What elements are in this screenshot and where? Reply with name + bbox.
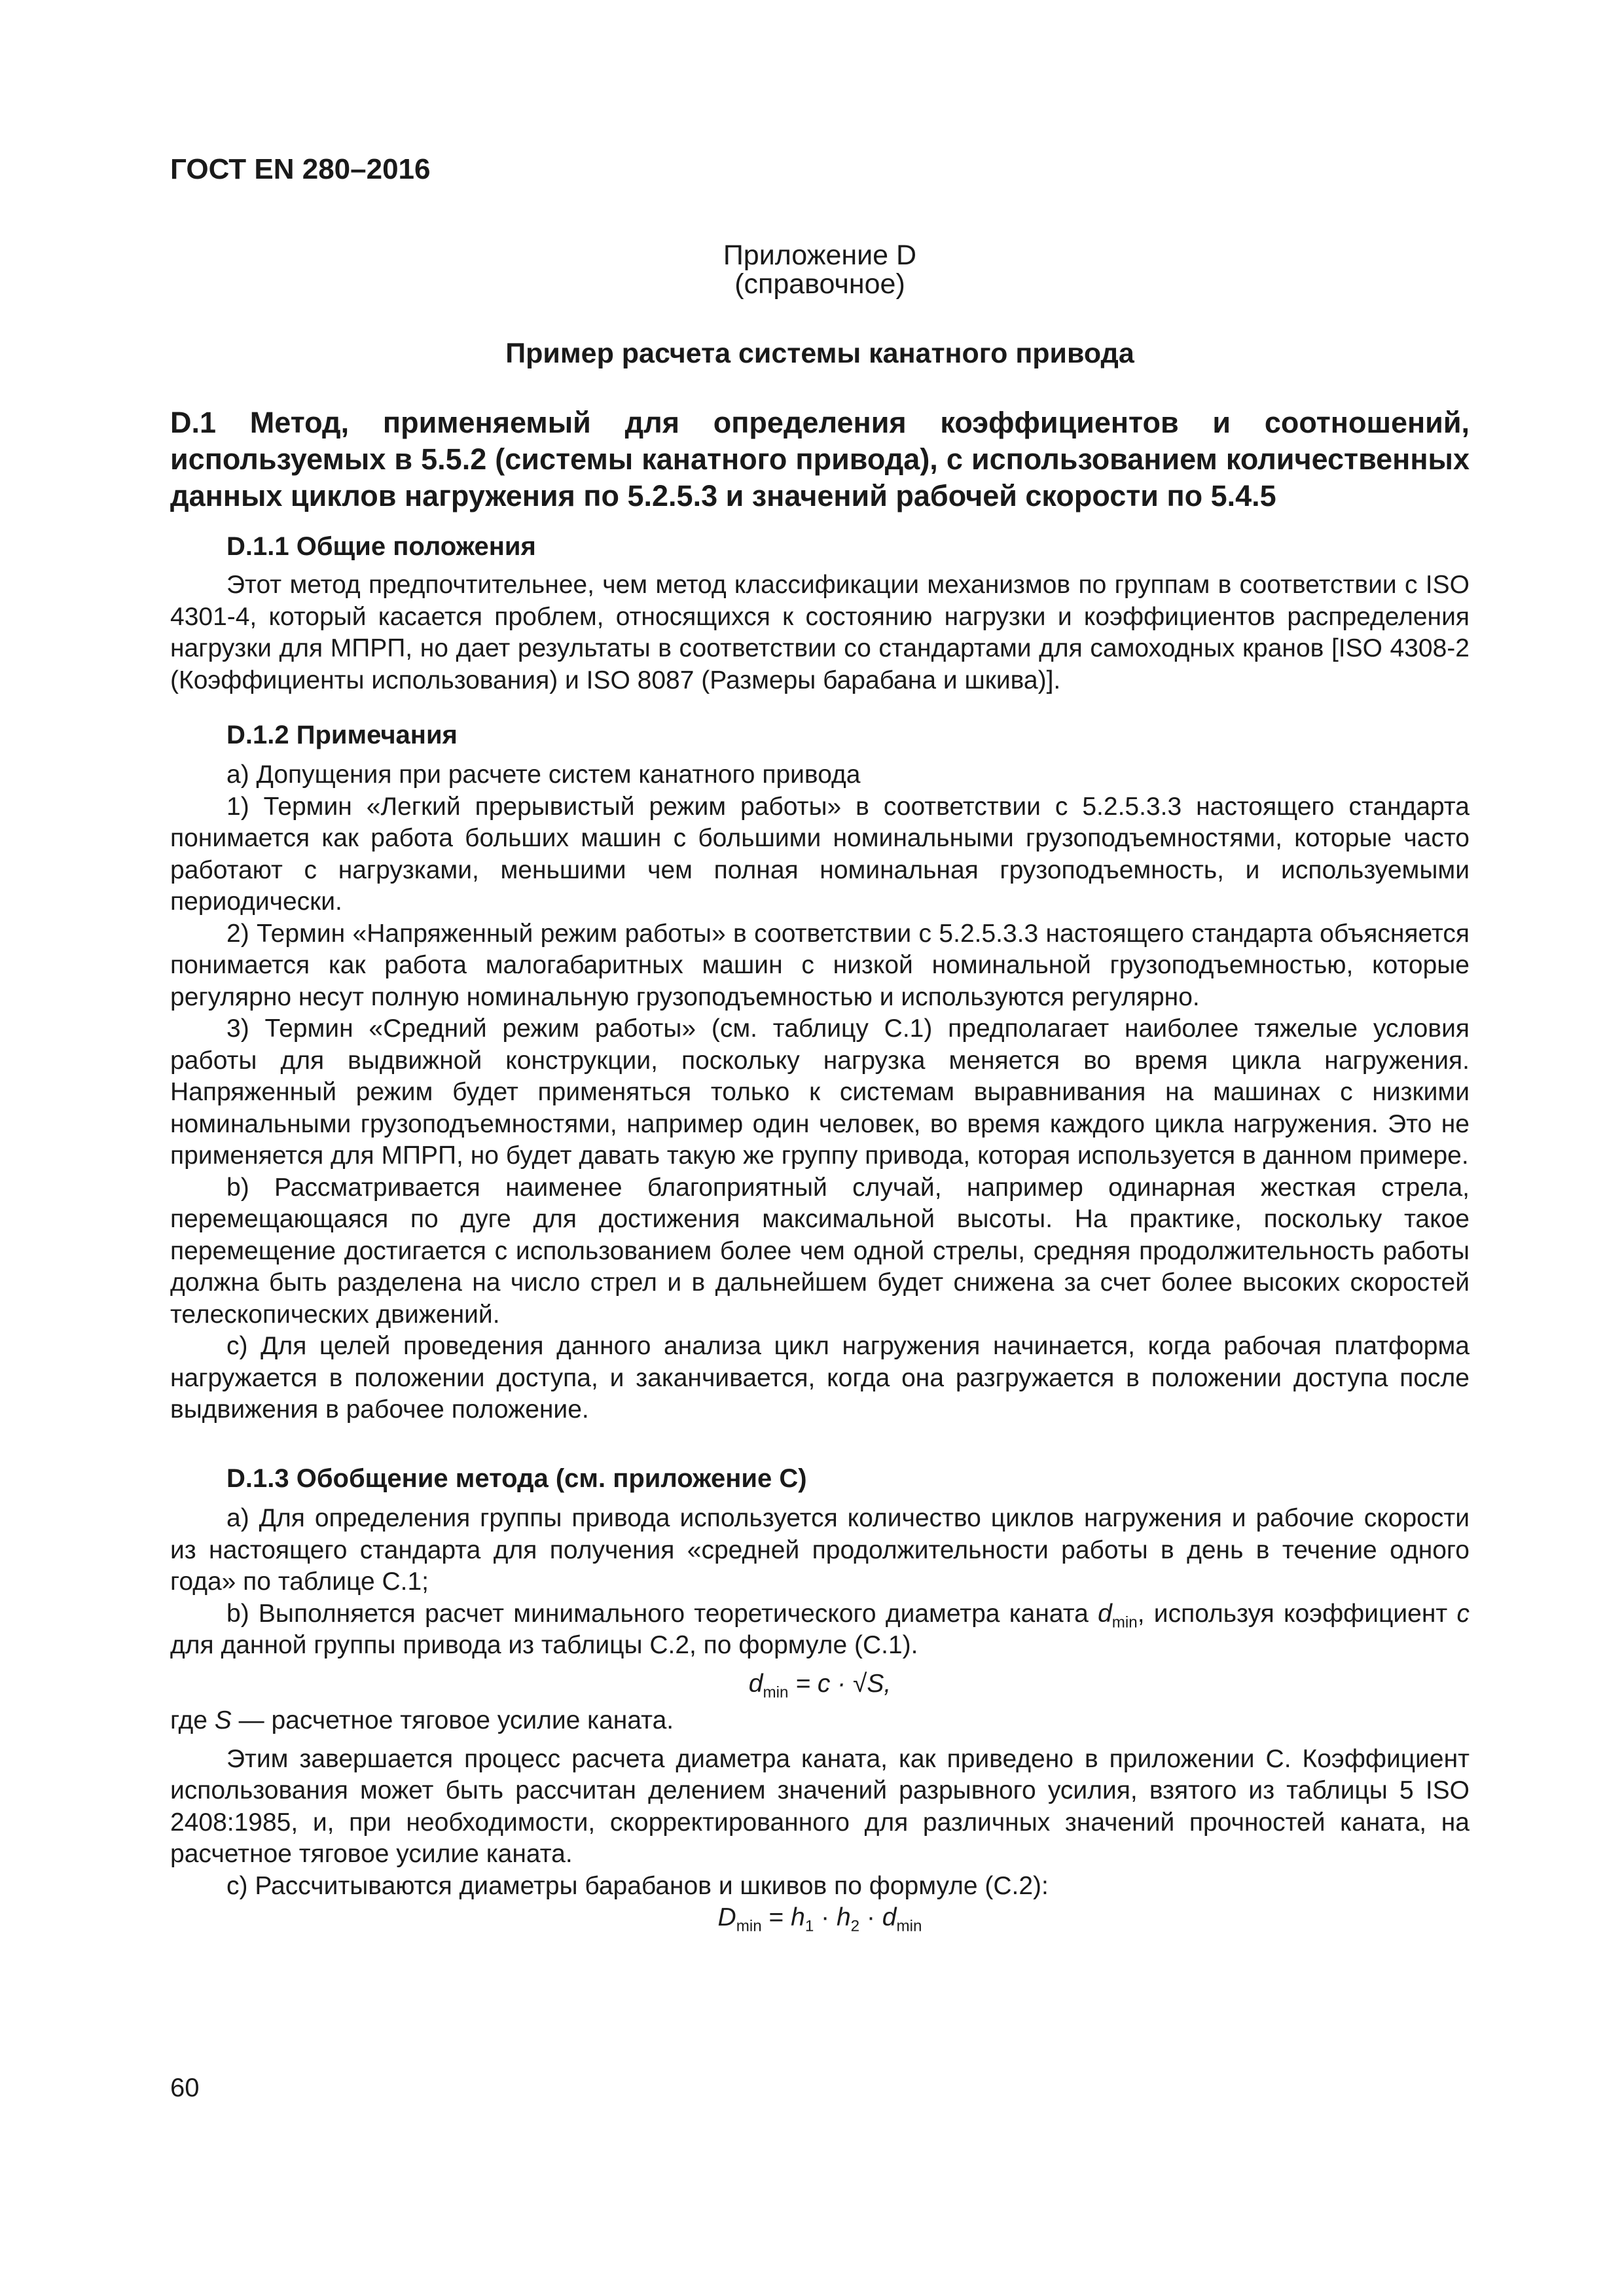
section-d13 xyxy=(170,1462,1470,1934)
paragraph: с) Для целей проведения данного анализа цикл нагружения начинается, когда рабочая платформа нагружается в положении доступа, и заканчивается, когда она разгружается в положении доступа после выдвижения в рабочее положение. xyxy=(170,1332,1470,1424)
standard-code-header: ГОСТ EN 280–2016 xyxy=(170,153,431,185)
paragraph: 1) Термин «Легкий прерывистый режим работы» в соответствии с 5.2.5.3.3 настоящего стандарта понимается как работа больших машин с большими номинальными грузоподъемностями, которые часто работают с нагрузками, меньшими чем полная номинальная грузоподъемность, и используемыми периодически. xyxy=(170,792,1470,916)
paragraph: а) Допущения при расчете систем канатного привода xyxy=(226,761,861,789)
page-number: 60 xyxy=(170,2073,200,2102)
paragraph: 2) Термин «Напряженный режим работы» в соответствии с 5.2.5.3.3 настоящего стандарта объясняется понимается как работа малогабаритных машин с низкой номинальной грузоподъемностью, которые регулярно несут полную номинальную грузоподъемностью и используются регулярно. xyxy=(170,919,1470,1011)
paragraph: где S — расчетное тяговое усилие каната. xyxy=(170,1706,674,1734)
formula-c2: $D_{min} = h_1 \cdot h_2 \cdot d_{min}$ xyxy=(717,1903,922,1935)
subsection-title: D.1.1 Общие положения xyxy=(226,532,536,561)
subsection-title: D.1.3 Обобщение метода (см. приложение С) xyxy=(226,1464,807,1493)
appendix-label: Приложение D xyxy=(723,240,917,271)
section-d12 xyxy=(170,719,1470,1426)
section-d1-title: D.1 Метод, применяемый для определения коэффициентов и соотношений, используемых в 5.5.2 (системы канатного привода), с использованием количественных данных циклов нагружения по 5.2.5.3 и значений рабочей скорости по 5.4.5 xyxy=(170,406,1470,512)
section-d11 xyxy=(170,530,1470,696)
subsection-title: D.1.2 Примечания xyxy=(226,721,458,749)
paragraph: 3) Термин «Средний режим работы» (см. таблицу С.1) предполагает наиболее тяжелые условия работы для выдвижной конструкции, поскольку нагрузка меняется во время цикла нагружения. Напряженный режим будет применяться только к системам выравнивания на машинах с низкими номинальными грузоподъемностями, например один человек, во время каждого цикла нагружения. Это не применяется для МПРП, но будет давать такую же группу привода, которая используется в данном примере. xyxy=(170,1014,1470,1170)
paragraph: Этот метод предпочтительнее, чем метод классификации механизмов по группам в соответствии с ISO 4301-4, который касается проблем, относящихся к состоянию нагрузки и коэффициентов распределения нагрузки для МПРП, но дает результаты в соответствии со стандартами для самоходных кранов [ISO 4308-2 (Коэффициенты использования) и ISO 8087 (Размеры барабана и шкива)]. xyxy=(170,571,1470,694)
paragraph: b) Рассматривается наименее благоприятный случай, например одинарная жесткая стрела, перемещающаяся по дуге для достижения максимальной высоты. На практике, поскольку такое перемещение достигается с использованием более чем одной стрелы, средняя продолжительность работы должна быть разделена на число стрел и в дальнейшем будет снижена за счет более высоких скоростей телескопических движений. xyxy=(170,1173,1470,1329)
paragraph: а) Для определения группы привода используется количество циклов нагружения и рабочие скорости из настоящего стандарта для получения «средней продолжительности работы в день в течение одного года» по таблице С.1; xyxy=(170,1504,1470,1596)
formula-c1: $d_{min} = c \cdot √S$, xyxy=(748,1669,892,1701)
appendix-title: Пример расчета системы канатного привода xyxy=(505,338,1134,369)
paragraph: b) Выполняется расчет минимального теоретического диаметра каната $d_{min}$, используя коэффициент c для данной группы привода из таблицы С.2, по формуле (С.1). xyxy=(170,1599,1470,1659)
paragraph: с) Рассчитываются диаметры барабанов и шкивов по формуле (С.2): xyxy=(226,1871,1049,1900)
paragraph: Этим завершается процесс расчета диаметра каната, как приведено в приложении С. Коэффициент использования может быть рассчитан делением значений разрывного усилия, взятого из таблицы 5 ISO 2408:1985, и, при необходимости, скорректированного для различных значений прочностей каната, на расчетное тяговое усилие каната. xyxy=(170,1744,1470,1868)
appendix-type: (справочное) xyxy=(734,268,905,300)
